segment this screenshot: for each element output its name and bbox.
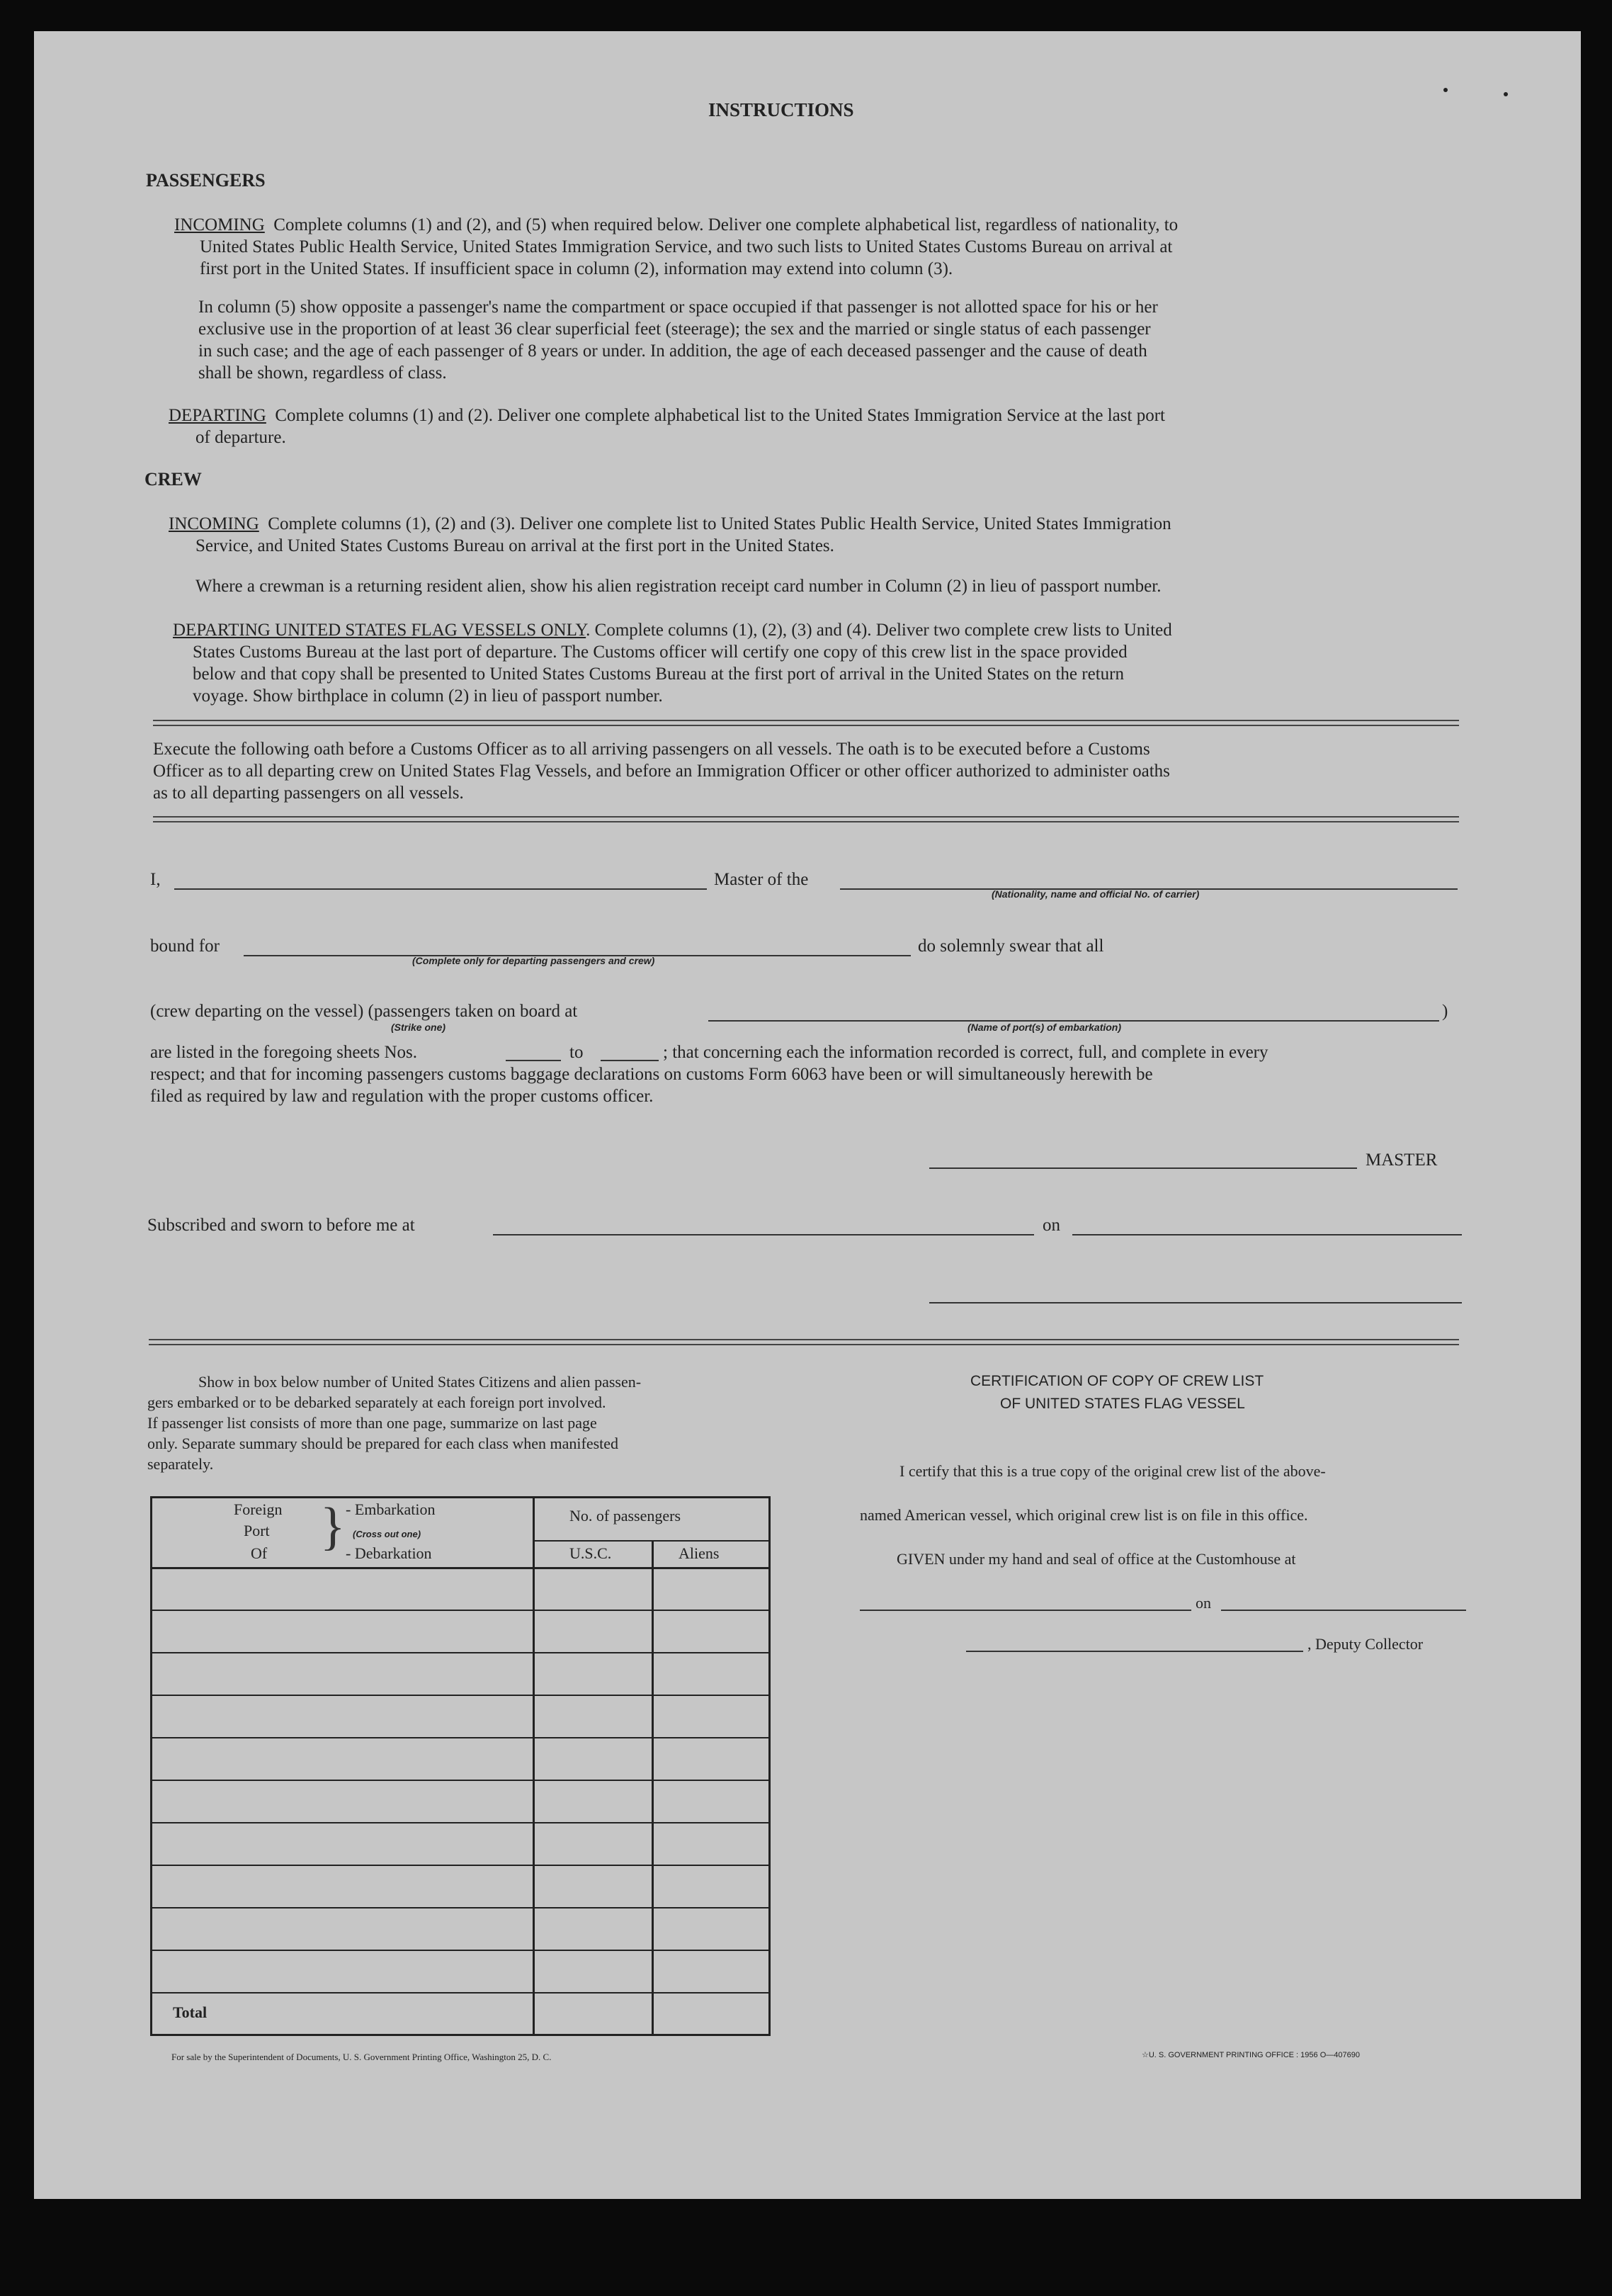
oath-instructions-line1: Execute the following oath before a Customs Officer as to all arriving passengers on all vessels. The oath is to be executed before a Customs	[153, 740, 1150, 759]
solemnly-swear-label: do solemnly swear that all	[918, 937, 1104, 956]
passengers-col5-line3: in such case; and the age of each passenger of 8 years or under. In addition, the age of each deceased passenger and the cause of death	[198, 341, 1147, 361]
table-row-divider	[150, 1992, 771, 1994]
crew-departing-line1	[173, 619, 1172, 641]
passengers-departing-text-1: Complete columns (1) and (2). Deliver one complete alphabetical list to the United States Immigration Service at the last port	[275, 406, 1165, 425]
passengers-incoming-text-1: Complete columns (1) and (2), and (5) when required below. Deliver one complete alphabetical list, regardless of nationality, to	[273, 215, 1179, 234]
passengers-incoming-line1	[174, 214, 1178, 236]
nationality-caption: (Nationality, name and official No. of carrier)	[992, 888, 1200, 900]
crew-departing-line2: States Customs Bureau at the last port of departure. The Customs officer will certify one copy of this crew list in the space provided	[193, 643, 1128, 662]
crew-departing-label: DEPARTING UNITED STATES FLAG VESSELS ONLY	[173, 621, 586, 640]
certification-line2: named American vessel, which original crew list is on file in this office.	[860, 1506, 1308, 1524]
speck	[1443, 88, 1448, 92]
passengers-col5-line4: shall be shown, regardless of class.	[198, 363, 447, 383]
passengers-incoming-label: INCOMING	[174, 215, 265, 234]
master-signature-field[interactable]	[929, 1167, 1357, 1169]
header-foreign: Foreign	[234, 1500, 283, 1518]
oath-filed-line: filed as required by law and regulation with the proper customs officer.	[150, 1087, 654, 1106]
sheet-to-field[interactable]	[601, 1060, 659, 1061]
table-row-divider	[150, 1950, 771, 1951]
oath-instructions-line2: Officer as to all departing crew on United States Flag Vessels, and before an Immigration Officer or other officer authorized to administer oaths	[153, 762, 1170, 781]
table-row-divider	[150, 1822, 771, 1823]
crew-incoming-line2: Service, and United States Customs Bureau on arrival at the first port in the United States.	[195, 536, 834, 555]
table-col-divider	[533, 1496, 535, 2036]
strike-one-caption: (Strike one)	[391, 1022, 446, 1033]
customhouse-field[interactable]	[860, 1610, 1191, 1611]
master-label: MASTER	[1366, 1150, 1438, 1170]
sworn-place-field[interactable]	[493, 1234, 1034, 1235]
deputy-signature-field[interactable]	[966, 1651, 1303, 1652]
close-paren: )	[1442, 1002, 1448, 1021]
passengers-incoming-line3: first port in the United States. If insufficient space in column (2), information may extend into column (3).	[200, 259, 953, 278]
passengers-col5-line2: exclusive use in the proportion of at least 36 clear superficial feet (steerage); the sex and the married or single status of each passenger	[198, 319, 1151, 339]
certification-on-label: on	[1196, 1594, 1211, 1612]
table-row-divider	[150, 1695, 771, 1696]
oath-respect-line: respect; and that for incoming passengers customs baggage declarations on customs Form 6063 have been or will simultaneously herewith be	[150, 1065, 1153, 1084]
crew-departing-strike-text: (crew departing on the vessel) (passengers taken on board at	[150, 1002, 578, 1021]
crew-departing-text-1: . Complete columns (1), (2), (3) and (4). Deliver two complete crew lists to United	[586, 621, 1172, 640]
table-header-bottom	[150, 1567, 771, 1569]
header-cross-out: (Cross out one)	[353, 1529, 421, 1539]
summary-line1: Show in box below number of United States Citizens and alien passen-	[198, 1373, 642, 1391]
crew-resident-alien: Where a crewman is a returning resident alien, show his alien registration receipt card number in Column (2) in lieu of passport number.	[195, 577, 1162, 596]
crew-incoming-text-1: Complete columns (1), (2) and (3). Deliver one complete list to United States Public Health Service, United States Immigration	[268, 514, 1171, 533]
header-port: Port	[244, 1522, 270, 1539]
ports-caption: (Name of port(s) of embarkation)	[967, 1022, 1122, 1033]
form-page	[34, 31, 1581, 2199]
oath-instructions-line3: as to all departing passengers on all vessels.	[153, 784, 464, 803]
section-divider	[149, 1339, 1459, 1345]
table-row-divider	[150, 1737, 771, 1738]
header-brace: }	[320, 1498, 346, 1556]
sworn-on-label: on	[1043, 1216, 1060, 1235]
oath-i-label: I,	[150, 870, 161, 889]
table-row-divider	[150, 1907, 771, 1908]
crew-departing-line3: below and that copy shall be presented to United States Customs Bureau at the first port of arrival in the United States on the return	[193, 665, 1124, 684]
passengers-departing-label: DEPARTING	[169, 406, 266, 425]
table-row-divider	[150, 1652, 771, 1653]
header-aliens: Aliens	[679, 1544, 720, 1562]
certification-line1: I certify that this is a true copy of the original crew list of the above-	[899, 1462, 1326, 1480]
table-row-divider	[150, 1865, 771, 1866]
complete-only-caption: (Complete only for departing passengers and crew)	[412, 955, 655, 966]
header-no-of-passengers: No. of passengers	[569, 1507, 681, 1525]
header-embarkation: - Embarkation	[346, 1500, 436, 1518]
footer-gpo-note: ☆U. S. GOVERNMENT PRINTING OFFICE : 1956 O—407690	[1142, 2051, 1360, 2059]
table-col-divider	[652, 1540, 654, 2036]
crew-incoming-line1	[169, 513, 1171, 535]
header-usc: U.S.C.	[569, 1544, 612, 1562]
summary-line5: separately.	[147, 1455, 214, 1473]
page-title: INSTRUCTIONS	[708, 99, 854, 120]
table-border	[150, 1496, 771, 2036]
sworn-date-field[interactable]	[1072, 1234, 1462, 1235]
certification-heading-1: CERTIFICATION OF COPY OF CREW LIST	[970, 1373, 1264, 1389]
table-row-divider	[150, 1610, 771, 1611]
section-divider	[153, 720, 1459, 726]
certification-heading-2: OF UNITED STATES FLAG VESSEL	[1000, 1396, 1245, 1412]
certification-line3: GIVEN under my hand and seal of office at the Customhouse at	[897, 1550, 1296, 1568]
passengers-col5-line1: In column (5) show opposite a passenger's name the compartment or space occupied if that passenger is not allotted space for his or her	[198, 298, 1158, 317]
passengers-heading: PASSENGERS	[146, 170, 266, 191]
subscribed-label: Subscribed and sworn to before me at	[147, 1216, 415, 1235]
crew-departing-line4: voyage. Show birthplace in column (2) in lieu of passport number.	[193, 686, 663, 706]
speck	[1504, 92, 1508, 96]
master-name-field[interactable]	[174, 888, 707, 890]
deputy-collector-label: , Deputy Collector	[1307, 1635, 1424, 1653]
bound-for-label: bound for	[150, 937, 220, 956]
passengers-departing-line1	[169, 405, 1165, 426]
section-divider	[153, 816, 1459, 822]
summary-line2: gers embarked or to be debarked separately at each foreign port involved.	[147, 1393, 606, 1411]
sheets-label: are listed in the foregoing sheets Nos.	[150, 1043, 417, 1062]
officer-signature-field[interactable]	[929, 1302, 1462, 1303]
master-of-label: Master of the	[714, 870, 809, 889]
sheet-from-field[interactable]	[506, 1060, 561, 1061]
header-debarkation: - Debarkation	[346, 1544, 432, 1562]
sheets-to-label: to	[569, 1043, 584, 1062]
crew-heading: CREW	[144, 469, 202, 490]
header-of: Of	[251, 1544, 268, 1562]
passengers-incoming-line2: United States Public Health Service, United States Immigration Service, and two such lists to United States Customs Bureau on arrival at	[200, 237, 1173, 256]
sheets-text: ; that concerning each the information recorded is correct, full, and complete in every	[663, 1043, 1268, 1062]
summary-line3: If passenger list consists of more than one page, summarize on last page	[147, 1414, 597, 1432]
footer-sale-note: For sale by the Superintendent of Documents, U. S. Government Printing Office, Washington 25, D. C.	[171, 2052, 552, 2062]
summary-line4: only. Separate summary should be prepared for each class when manifested	[147, 1435, 619, 1452]
table-subheader-divider	[533, 1540, 769, 1542]
crew-incoming-label: INCOMING	[169, 514, 259, 533]
certification-date-field[interactable]	[1221, 1610, 1466, 1611]
table-total-label: Total	[173, 2003, 208, 2021]
passengers-departing-line2: of departure.	[195, 428, 286, 447]
table-row-divider	[150, 1780, 771, 1781]
